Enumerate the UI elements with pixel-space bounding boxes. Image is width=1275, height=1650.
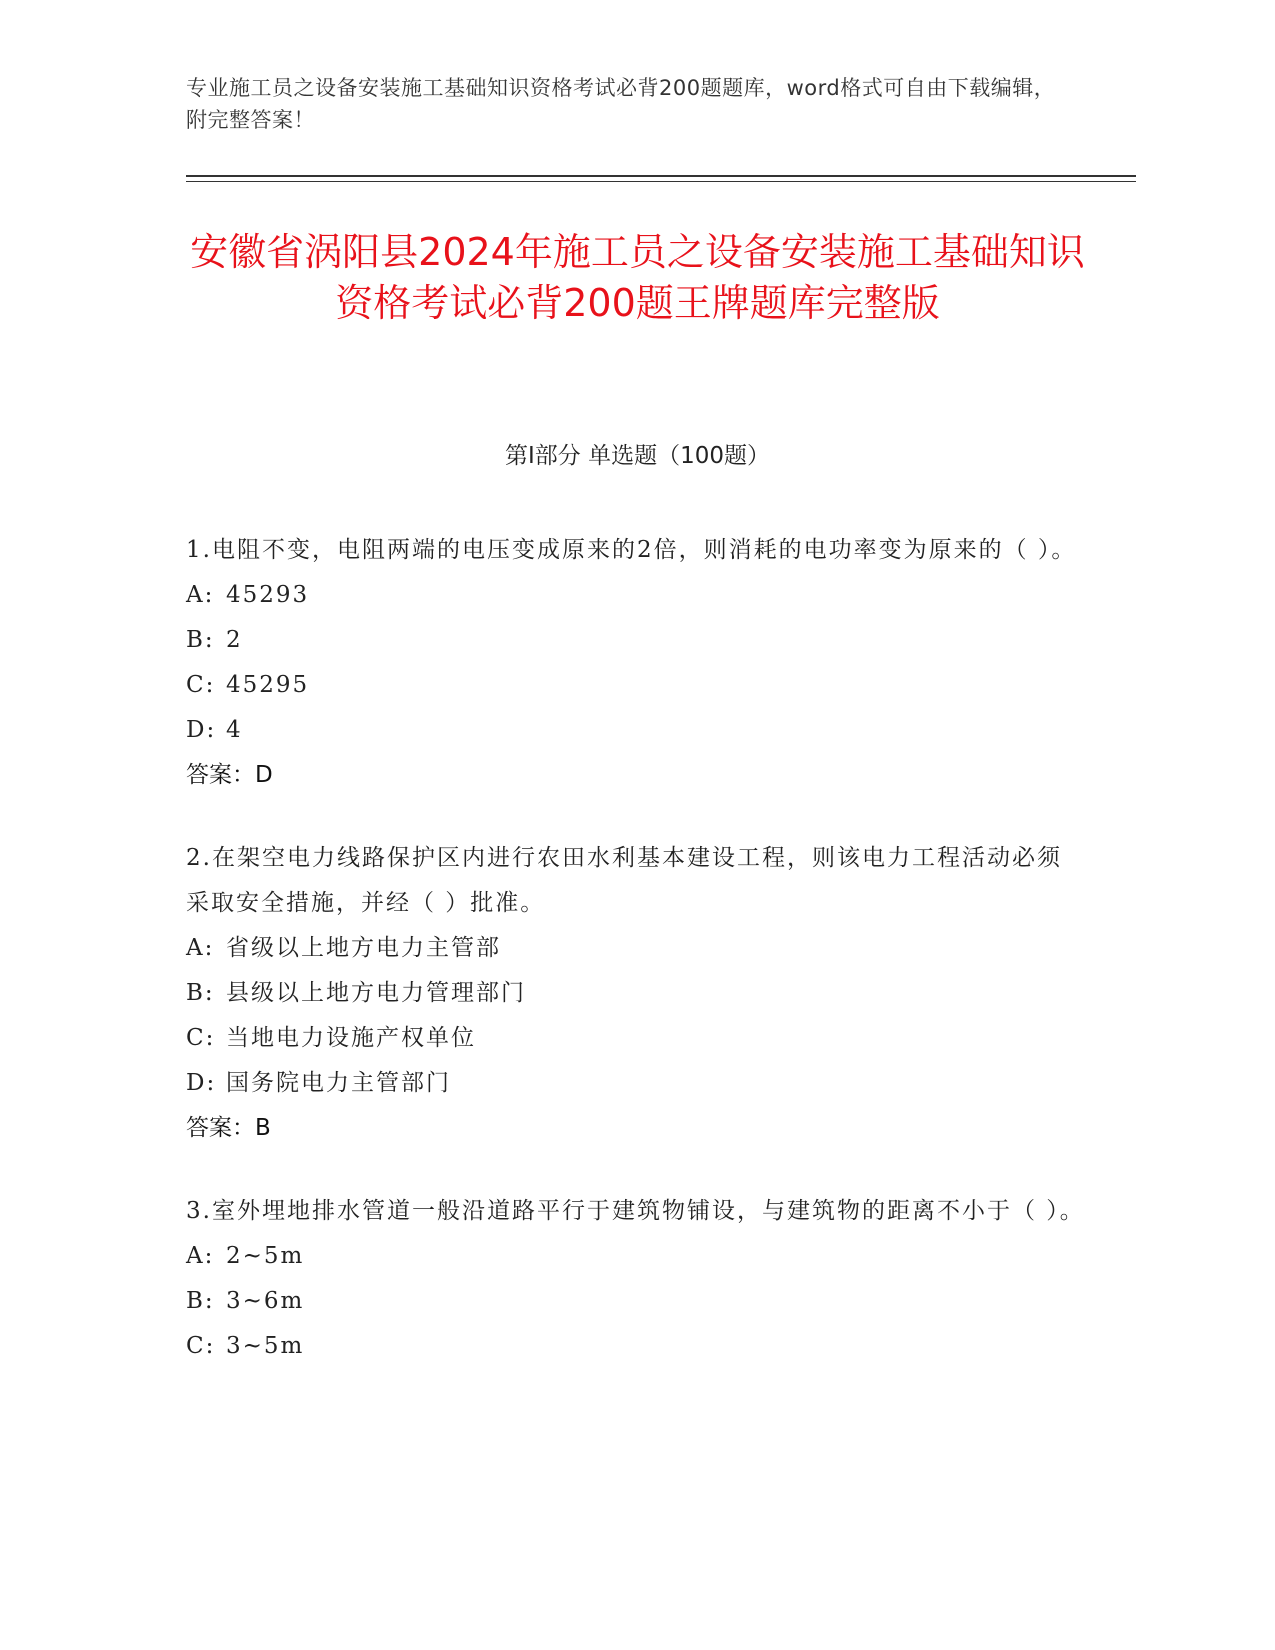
section-heading: 第I部分 单选题（100题） — [505, 443, 770, 469]
answer-line: 答案：D — [186, 762, 273, 788]
option-text: 2~5m — [226, 1243, 305, 1269]
option-text: 3~5m — [226, 1333, 305, 1359]
header-divider-thin — [186, 181, 1136, 182]
option-letter: B: — [186, 1288, 215, 1314]
question-list — [186, 528, 1086, 1407]
option-letter: D: — [186, 717, 217, 743]
option-letter: A: — [186, 935, 215, 961]
option-text: 省级以上地方电力主管部 — [226, 935, 501, 961]
option-a — [186, 926, 1086, 971]
option-a — [186, 573, 1086, 618]
option-letter: A: — [186, 1243, 215, 1269]
document-title: 安徽省涡阳县2024年施工员之设备安装施工基础知识资格考试必背200题王牌题库完整版 — [190, 230, 1085, 325]
question-item — [186, 1189, 1086, 1369]
option-text: 当地电力设施产权单位 — [226, 1025, 476, 1051]
option-letter: B: — [186, 980, 215, 1006]
question-stem: 2.在架空电力线路保护区内进行农田水利基本建设工程，则该电力工程活动必须采取安全措施，并经（ ）批准。 — [186, 845, 1062, 916]
header-divider-thick — [186, 175, 1136, 177]
option-text: 3~6m — [226, 1288, 305, 1314]
option-a — [186, 1234, 1086, 1279]
option-b — [186, 971, 1086, 1016]
option-text: 45295 — [226, 672, 310, 698]
question-item — [186, 528, 1086, 798]
option-c — [186, 1016, 1086, 1061]
option-d — [186, 1061, 1086, 1106]
header-note: 专业施工员之设备安装施工基础知识资格考试必背200题题库，word格式可自由下载编辑，附完整答案！ — [186, 76, 1056, 132]
option-b — [186, 1279, 1086, 1324]
option-text: 45293 — [226, 582, 310, 608]
option-d — [186, 708, 1086, 753]
option-letter: C: — [186, 1333, 216, 1359]
answer-line: 答案：B — [186, 1115, 271, 1141]
question-stem: 3.室外埋地排水管道一般沿道路平行于建筑物铺设，与建筑物的距离不小于（ ）。 — [186, 1198, 1085, 1224]
option-text: 4 — [226, 717, 243, 743]
option-text: 县级以上地方电力管理部门 — [226, 980, 526, 1006]
option-letter: C: — [186, 1025, 216, 1051]
option-c — [186, 663, 1086, 708]
option-b — [186, 618, 1086, 663]
option-letter: D: — [186, 1070, 217, 1096]
option-text: 2 — [226, 627, 243, 653]
option-letter: B: — [186, 627, 215, 653]
option-text: 国务院电力主管部门 — [226, 1070, 451, 1096]
question-stem: 1.电阻不变，电阻两端的电压变成原来的2倍，则消耗的电功率变为原来的（ ）。 — [186, 537, 1077, 563]
question-item — [186, 836, 1086, 1151]
option-letter: A: — [186, 582, 215, 608]
option-letter: C: — [186, 672, 216, 698]
option-c — [186, 1324, 1086, 1369]
